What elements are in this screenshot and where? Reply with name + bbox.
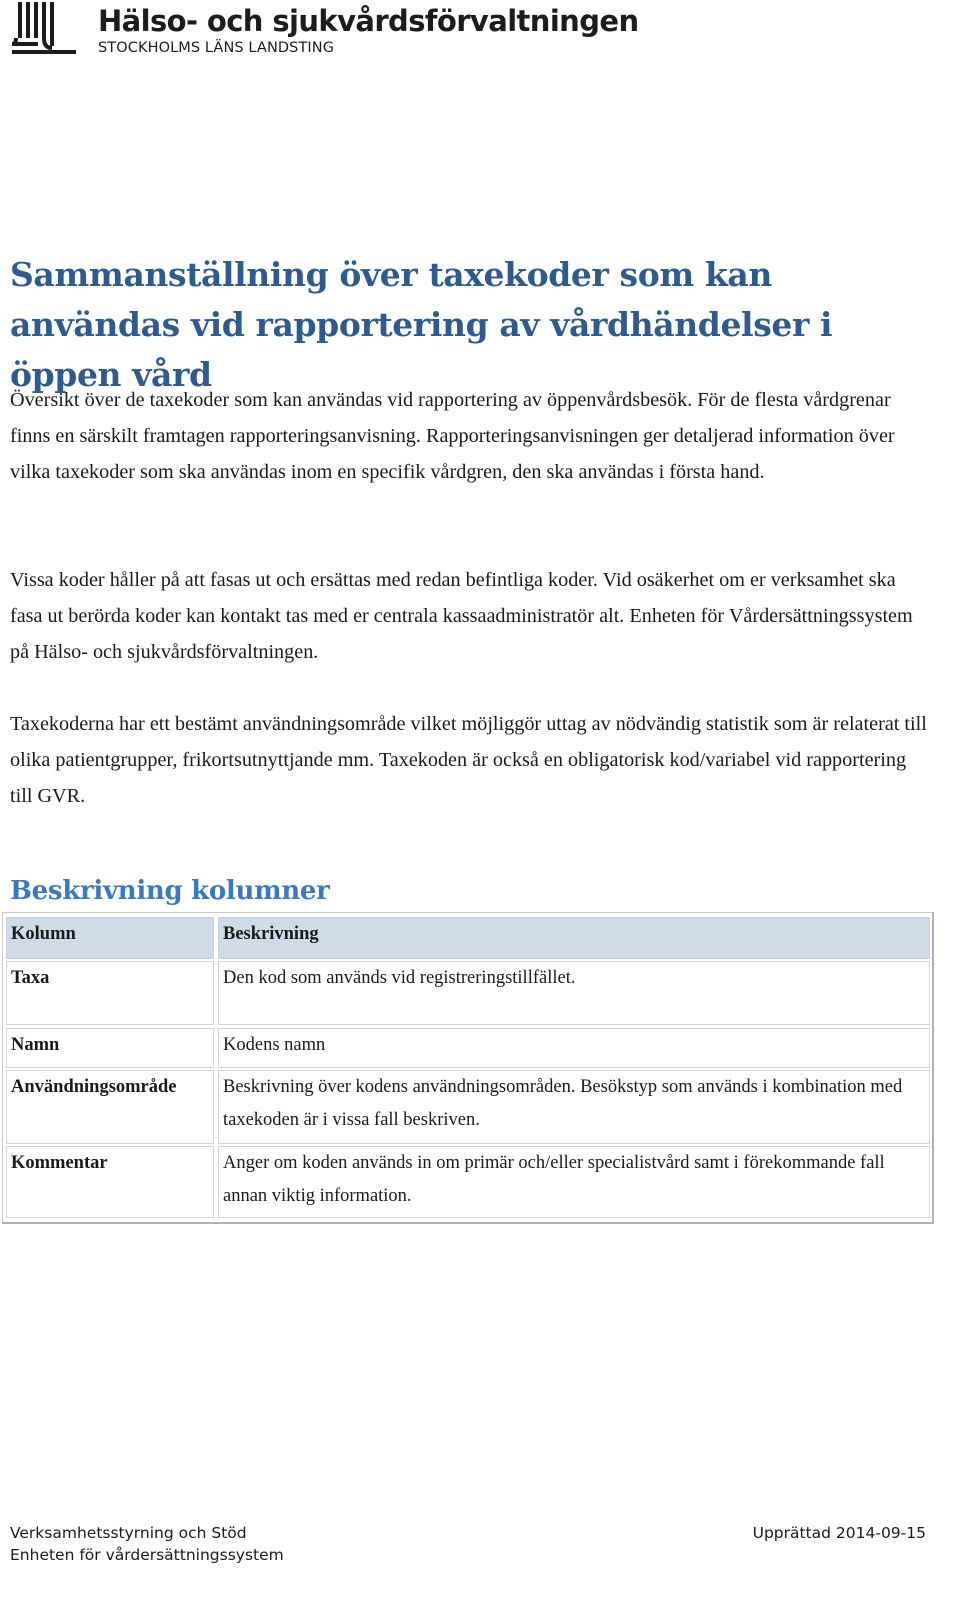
table-row xyxy=(6,961,930,1025)
logo-subtitle: STOCKHOLMS LÄNS LANDSTING xyxy=(98,40,335,56)
table-header-cell: Kolumn xyxy=(6,917,214,959)
table-header-cell: Beskrivning xyxy=(218,917,930,959)
table-cell-description: Beskrivning över kodens användningsområden. Besökstyp som används i kombination med taxekoden är i vissa fall beskriven. xyxy=(218,1070,930,1144)
table-cell-description: Den kod som används vid registreringstillfället. xyxy=(218,961,930,1025)
table-cell-column: Namn xyxy=(6,1028,214,1068)
sll-logo-icon xyxy=(12,2,80,56)
table-row xyxy=(6,1070,930,1144)
header-logo xyxy=(12,2,639,60)
footer-left xyxy=(10,1522,284,1566)
footer-department: Verksamhetsstyrning och Stöd xyxy=(10,1524,247,1542)
table-cell-description: Kodens namn xyxy=(218,1028,930,1068)
section-heading: Beskrivning kolumner xyxy=(10,876,330,906)
columns-table xyxy=(2,912,934,1224)
table-row xyxy=(6,1028,930,1068)
footer-unit: Enheten för vårdersättningssystem xyxy=(10,1546,284,1564)
intro-paragraph: Översikt över de taxekoder som kan användas vid rapportering av öppenvårdsbesök. För de flesta vårdgrenar finns en särskilt framtagen rapporteringsanvisning. Rapporteringsanvisningen ger detaljerad information över vilka taxekoder som ska användas inom en specifik vårdgren, den ska användas i första hand. xyxy=(10,389,895,483)
table-header-row xyxy=(6,917,930,959)
phase-out-paragraph: Vissa koder håller på att fasas ut och ersättas med redan befintliga koder. Vid osäkerhet om er verksamhet ska fasa ut berörda koder kan kontakt tas med er centrala kassaadministratör alt. Enheten för Vårdersättningssystem på Hälso- och sjukvårdsförvaltningen. xyxy=(10,569,913,663)
table-cell-column: Taxa xyxy=(6,961,214,1025)
document-title: Sammanställning över taxekoder som kan användas vid rapportering av vårdhändelser i öppen vård xyxy=(10,255,833,394)
logo-title: Hälso- och sjukvårdsförvaltningen xyxy=(98,4,639,38)
table-cell-column: Kommentar xyxy=(6,1146,214,1218)
table-row xyxy=(6,1146,930,1218)
table-cell-description: Anger om koden används in om primär och/eller specialistvård samt i förekommande fall annan viktig information. xyxy=(218,1146,930,1218)
table-cell-column: Användningsområde xyxy=(6,1070,214,1144)
footer-date: Upprättad 2014-09-15 xyxy=(752,1524,926,1542)
usage-paragraph: Taxekoderna har ett bestämt användningsområde vilket möjliggör uttag av nödvändig statistik som är relaterat till olika patientgrupper, frikortsutnyttjande mm. Taxekoden är också en obligatorisk kod/variabel vid rapportering till GVR. xyxy=(10,713,927,807)
